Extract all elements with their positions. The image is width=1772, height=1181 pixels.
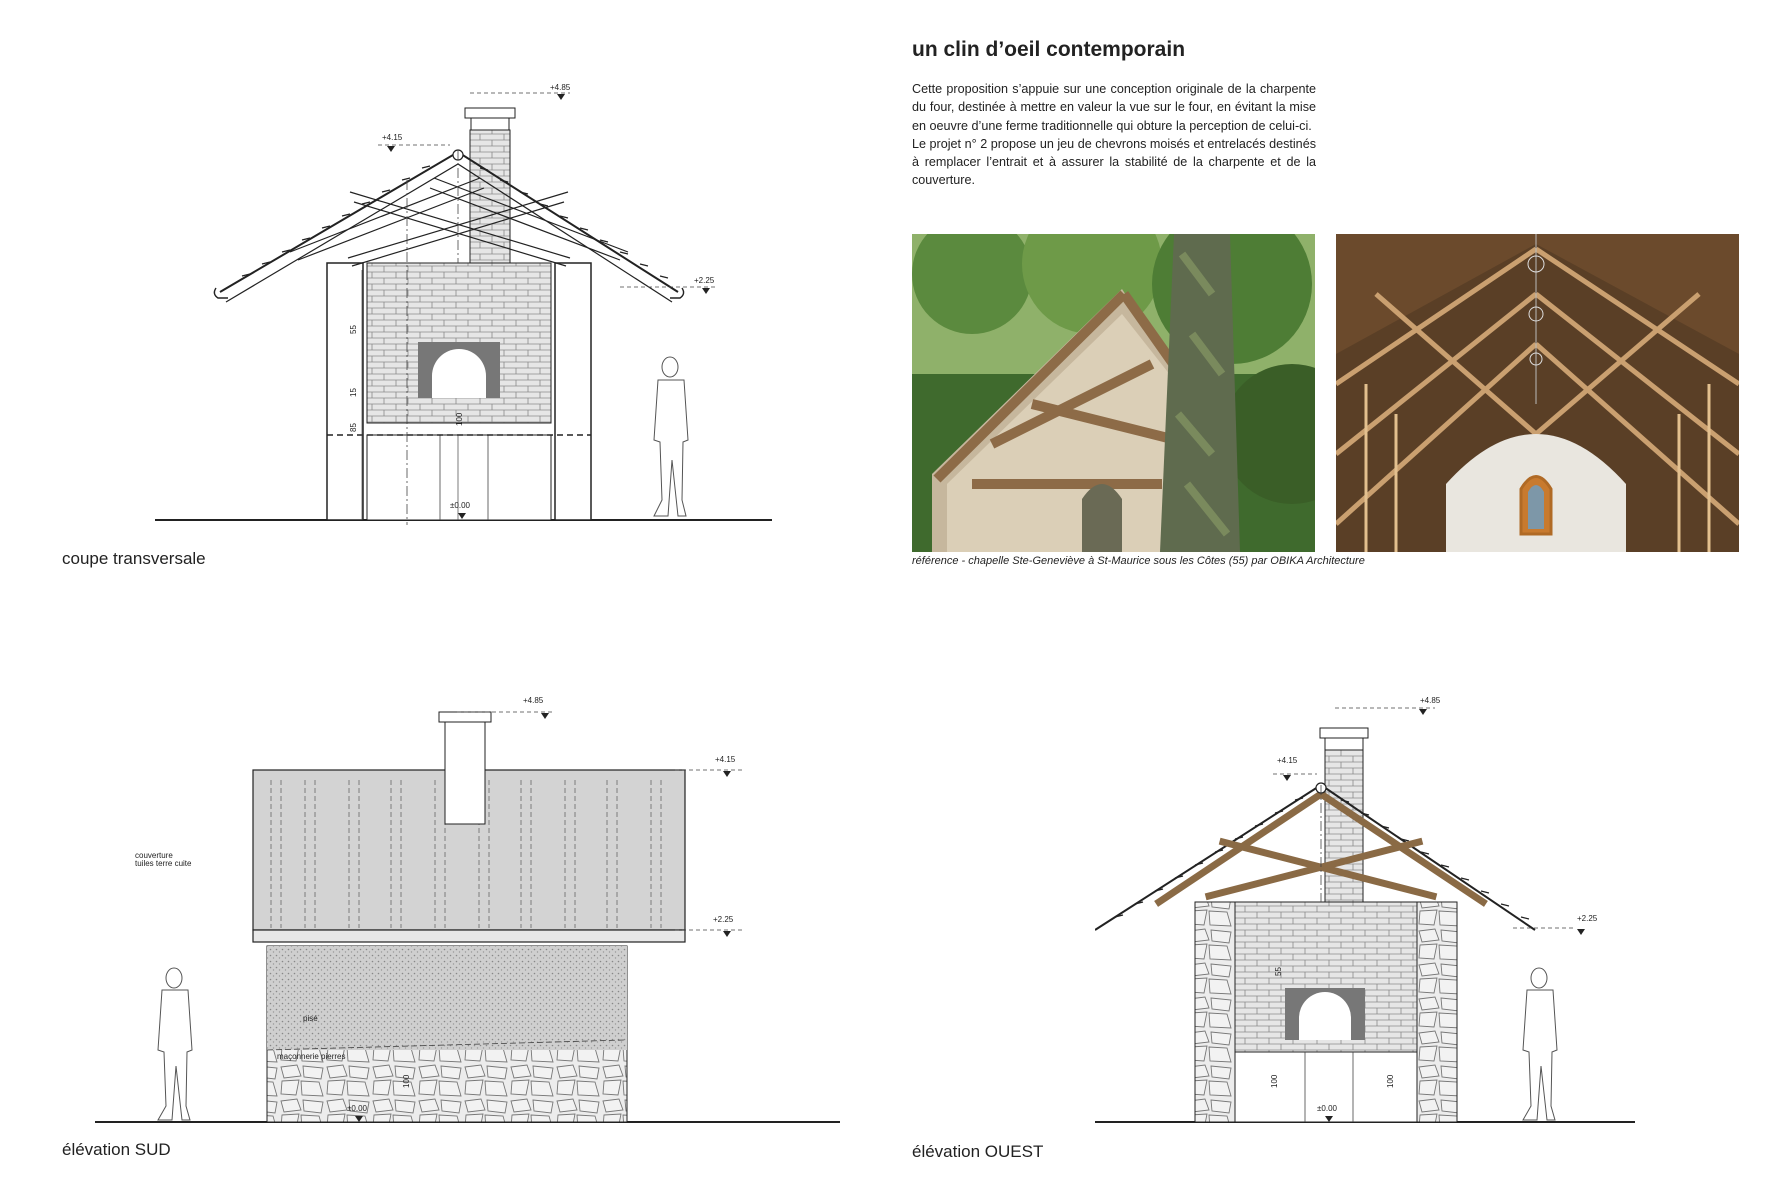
dim-55-ouest: 55	[1274, 967, 1283, 976]
level-marker-chimney	[470, 83, 571, 100]
reference-photo-interior	[1336, 234, 1739, 552]
page-title: un clin d’oeil contemporain	[912, 38, 1186, 61]
svg-text:+4.85: +4.85	[550, 83, 571, 92]
svg-text:+4.15: +4.15	[382, 133, 403, 142]
svg-text:+4.85: +4.85	[1420, 696, 1441, 705]
coupe-transversale-drawing	[150, 80, 780, 525]
level-marker-ridge-ouest	[1273, 756, 1317, 781]
reference-caption: référence - chapelle Ste-Geneviève à St-Maurice sous les Côtes (55) par OBIKA Architecture	[912, 555, 1365, 567]
paragraph-1: Cette proposition s’appuie sur une conception originale de la charpente du four, destinée à mettre en valeur la vue sur le four, en évitant la mise en oeuvre d’une ferme traditionnelle qui obture la perception de celui-ci.	[912, 82, 1316, 133]
description-text	[912, 80, 1316, 190]
svg-text:+4.15: +4.15	[1277, 756, 1298, 765]
svg-text:+4.15: +4.15	[715, 755, 736, 764]
caption-sud: élévation SUD	[62, 1140, 171, 1159]
caption-ouest: élévation OUEST	[912, 1142, 1044, 1161]
level-marker-chimney-ouest	[1335, 696, 1441, 715]
note-maconnerie: maçonnerie pierres	[277, 1052, 346, 1061]
note-couverture: couverture	[135, 851, 173, 860]
svg-text:+2.25: +2.25	[713, 915, 734, 924]
svg-text:±0.00: ±0.00	[1317, 1104, 1337, 1113]
dim-85: 85	[349, 423, 358, 432]
svg-text:+4.85: +4.85	[523, 696, 544, 705]
dim-100-ouest-a: 100	[1270, 1074, 1279, 1088]
human-figure-ouest	[1523, 968, 1557, 1120]
level-marker-ridge	[378, 133, 450, 152]
paragraph-2: Le projet n° 2 propose un jeu de chevrons moisés et entrelacés destinés à remplacer l’entrait et à assurer la stabilité de la charpente et de la couverture.	[912, 136, 1316, 188]
dim-100: 100	[455, 412, 464, 426]
note-pise: pisé	[303, 1014, 318, 1023]
elevation-ouest-drawing	[1095, 690, 1655, 1130]
svg-text:±0.00: ±0.00	[347, 1104, 367, 1113]
human-figure-sud	[158, 968, 192, 1120]
svg-text:±0.00: ±0.00	[450, 501, 470, 510]
reference-photo-exterior	[912, 234, 1315, 552]
dim-15: 15	[349, 388, 358, 397]
svg-text:+2.25: +2.25	[694, 276, 715, 285]
human-figure	[654, 357, 688, 516]
caption-coupe: coupe transversale	[62, 549, 206, 568]
dim-55: 55	[349, 325, 358, 334]
elevation-sud-drawing	[95, 690, 845, 1130]
svg-text:+2.25: +2.25	[1577, 914, 1598, 923]
note-tuiles: tuiles terre cuite	[135, 859, 192, 868]
dim-100-sud: 100	[402, 1074, 411, 1088]
dim-100-ouest-b: 100	[1386, 1074, 1395, 1088]
